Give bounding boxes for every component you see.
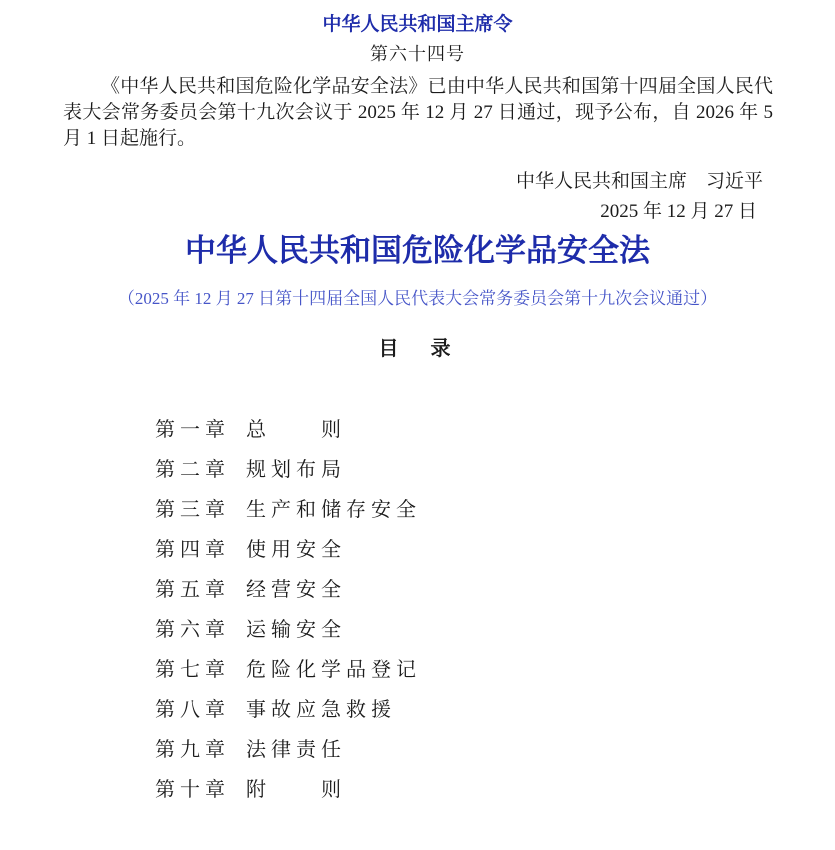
toc-chapter-title: 经营安全 bbox=[246, 579, 346, 601]
toc-chapter-label: 第六章 bbox=[155, 619, 230, 641]
toc-chapter-title: 使用安全 bbox=[246, 539, 346, 561]
toc-chapter-label: 第七章 bbox=[155, 659, 230, 681]
toc-chapter-title: 法律责任 bbox=[246, 739, 346, 761]
toc-item-chapter-1 bbox=[95, 370, 772, 441]
law-title: 中华人民共和国危险化学品安全法 bbox=[185, 233, 650, 268]
toc-chapter-label: 第九章 bbox=[155, 739, 230, 761]
signature-date: 2025 年 12 月 27 日 bbox=[600, 201, 757, 222]
toc-chapter-label: 第八章 bbox=[155, 699, 230, 721]
toc-chapter-title: 事故应急救援 bbox=[246, 699, 396, 721]
toc-chapter-label: 第二章 bbox=[155, 459, 230, 481]
toc-chapter-title: 危险化学品登记 bbox=[246, 659, 421, 681]
toc-chapter-label: 第一章 bbox=[155, 419, 230, 441]
signature-name: 中华人民共和国主席 习近平 bbox=[515, 171, 763, 192]
toc-chapter-label: 第十章 bbox=[155, 779, 230, 801]
toc-chapter-title: 附 则 bbox=[246, 779, 346, 801]
toc-chapter-label: 第四章 bbox=[155, 539, 230, 561]
toc-chapter-label: 第三章 bbox=[155, 499, 230, 521]
toc-heading: 目 录 bbox=[378, 338, 457, 360]
toc-chapter-title: 生产和储存安全 bbox=[246, 499, 421, 521]
announcement-paragraph: 《中华人民共和国危险化学品安全法》已由中华人民共和国第十四届全国人民代表大会常务委员会第十九次会议于 2025 年 12 月 27 日通过，现予公布，自 2026 年 5 月 1 日起施行。 bbox=[63, 76, 773, 149]
table-of-contents bbox=[95, 370, 772, 801]
toc-chapter-label: 第五章 bbox=[155, 579, 230, 601]
law-subtitle: （2025 年 12 月 27 日第十四届全国人民代表大会常务委员会第十九次会议通过） bbox=[117, 289, 718, 308]
toc-chapter-title: 规划布局 bbox=[246, 459, 346, 481]
toc-chapter-title: 运输安全 bbox=[246, 619, 346, 641]
order-number: 第六十四号 bbox=[370, 44, 465, 64]
toc-chapter-title: 总 则 bbox=[246, 419, 346, 441]
document-page bbox=[0, 13, 835, 801]
presidential-order-title: 中华人民共和国主席令 bbox=[322, 14, 513, 35]
